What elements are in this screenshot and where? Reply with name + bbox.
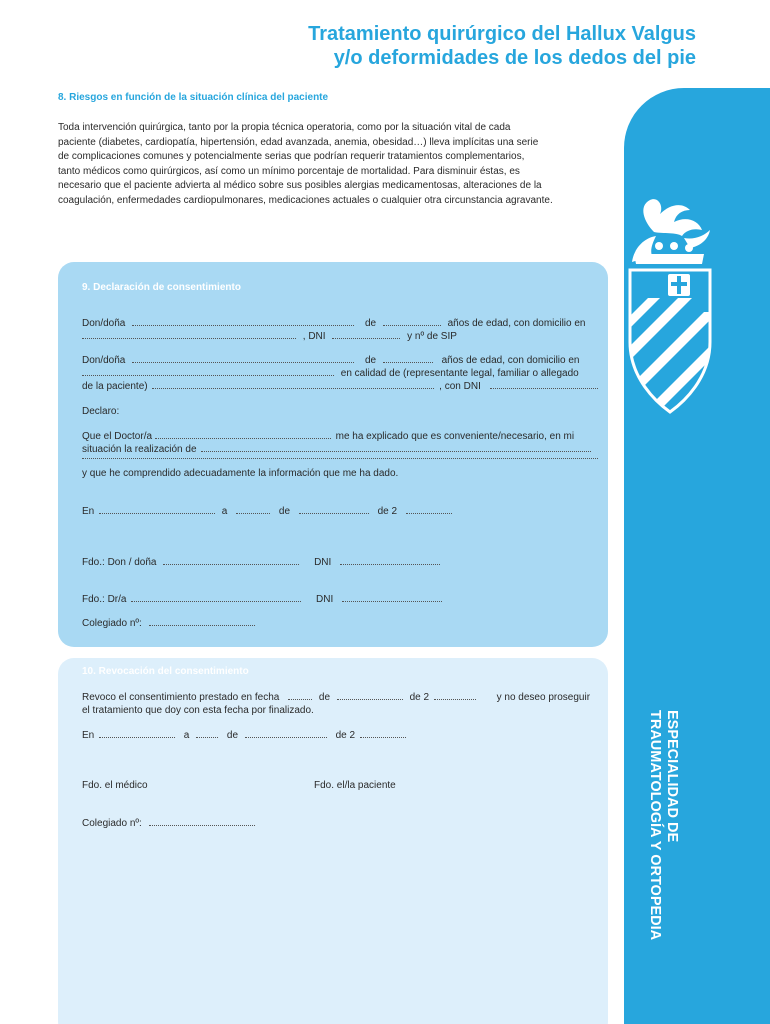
patient-line-2	[82, 331, 598, 343]
don-label-2: Don/doña	[82, 355, 126, 366]
revocation-year-field-2[interactable]	[360, 730, 406, 738]
representative-address-field[interactable]	[82, 368, 334, 376]
procedure-field[interactable]	[201, 444, 591, 452]
no-deseo-label: y no deseo proseguir	[496, 692, 591, 703]
paragraph-line: Toda intervención quirúrgica, tanto por la propia técnica operatoria, como por la situación vital de cada	[58, 122, 511, 133]
fdo-paciente-label: Fdo. el/la paciente	[314, 780, 396, 791]
revocation-line-1	[82, 692, 598, 704]
title-line-2: y/o deformidades de los dedos del pie	[333, 47, 696, 69]
comprendido-label: y que he comprendido adecuadamente la información que me ha dado.	[82, 468, 399, 479]
revocation-place-field[interactable]	[99, 730, 175, 738]
revocation-day-field[interactable]	[288, 692, 312, 700]
fdo-don-label: Fdo.: Don / doña	[82, 557, 157, 568]
name-field[interactable]	[132, 318, 354, 326]
colegiado-field[interactable]	[149, 618, 255, 626]
revocation-year-label-2: de 2	[335, 730, 356, 741]
dni-label: , DNI	[302, 331, 326, 342]
consent-declaration-box	[58, 262, 608, 647]
patient-signature-line	[82, 557, 598, 569]
doctor-signature-line	[82, 594, 598, 606]
patient-dni-field[interactable]	[340, 557, 440, 565]
section-9-heading: 9. Declaración de consentimiento	[82, 282, 241, 293]
revocation-de-label: de	[318, 692, 331, 703]
paragraph-line: de complicaciones comunes y potencialmente serias que podrían requerir tratamientos complementarios,	[58, 151, 525, 163]
revocation-colegiado-line	[82, 818, 598, 830]
paragraph-line: necesario que el paciente advierta al médico sobre sus posibles alergias medicamentosas, alteraciones de la	[58, 180, 542, 192]
specialty-line-2: TRAUMATOLOGÍA Y ORTOPEDIA	[647, 710, 663, 941]
revocation-month-field-2[interactable]	[245, 730, 327, 738]
situacion-label: situación la realización de	[82, 444, 197, 455]
calidad-label: en calidad de (representante legal, familiar o allegado	[340, 368, 579, 379]
doctor-dni-field[interactable]	[342, 594, 442, 602]
place-date-line	[82, 506, 598, 518]
doctor-label: Que el Doctor/a	[82, 431, 153, 442]
relationship-field[interactable]	[152, 381, 434, 389]
de-label-2: de	[364, 355, 377, 366]
specialty-line-1: ESPECIALIDAD DE	[664, 710, 680, 843]
dni-label-3: DNI	[316, 594, 334, 605]
procedure-field-continued[interactable]	[82, 458, 598, 459]
revocation-line-2: el tratamiento que doy con esta fecha por finalizado.	[82, 705, 314, 716]
section-8-heading: 8. Riesgos en función de la situación clínica del paciente	[58, 92, 329, 103]
paragraph-line: paciente (diabetes, cardiopatía, hipertensión, edad avanzada, anemia, obesidad…) lleva implícitas una serie	[58, 136, 539, 148]
revocation-en-label: En	[82, 730, 95, 741]
revocation-year-label: de 2	[409, 692, 430, 703]
revocation-signatures	[82, 780, 598, 792]
year-field[interactable]	[406, 506, 452, 514]
month-field[interactable]	[299, 506, 369, 514]
declaro-label: Declaro:	[82, 406, 120, 417]
revoco-label: Revoco el consentimiento prestado en fecha	[82, 692, 280, 703]
patient-signature-field[interactable]	[163, 557, 299, 565]
doctor-signature-field[interactable]	[131, 594, 301, 602]
representative-name-field[interactable]	[132, 355, 354, 363]
paragraph-line: coagulación, enfermedades cardiopulmonares, medicaciones actuales o cualquier otra circunstancia agravante.	[58, 194, 553, 206]
revocation-colegiado-field[interactable]	[149, 818, 255, 826]
doctor-line	[82, 431, 598, 443]
revocation-place-date-line	[82, 730, 598, 742]
representative-line-3	[82, 381, 598, 393]
doctor-name-field[interactable]	[155, 431, 331, 439]
vertical-text	[646, 710, 680, 940]
valencian-crest-icon	[624, 192, 770, 422]
de-label-3: de	[278, 506, 291, 517]
revocation-year-field[interactable]	[434, 692, 476, 700]
age-label: años de edad, con domicilio en	[447, 318, 586, 329]
revocation-month-field[interactable]	[337, 692, 403, 700]
colegiado-label: Colegiado nº:	[82, 618, 142, 629]
fdo-medico-label: Fdo. el médico	[82, 780, 148, 791]
title-line-1: Tratamiento quirúrgico del Hallux Valgus	[308, 23, 696, 45]
de-label: de	[364, 318, 377, 329]
address-field[interactable]	[82, 331, 296, 339]
procedure-line	[82, 444, 598, 456]
revocation-a-label: a	[183, 730, 190, 741]
con-dni-label: , con DNI	[439, 381, 481, 392]
colegiado-line	[82, 618, 598, 630]
representative-line-1	[82, 355, 598, 367]
en-label: En	[82, 506, 95, 517]
a-label: a	[221, 506, 228, 517]
dni-label-2: DNI	[314, 557, 332, 568]
patient-line-1	[82, 318, 598, 330]
explicado-label: me ha explicado que es conveniente/necesario, en mi	[335, 431, 575, 442]
don-label: Don/doña	[82, 318, 126, 329]
document-title	[308, 22, 696, 70]
age-field[interactable]	[383, 318, 441, 326]
section-10-heading: 10. Revocación del consentimiento	[82, 666, 249, 677]
representative-age-field[interactable]	[383, 355, 433, 363]
section-8-paragraph	[58, 121, 586, 209]
paciente-label: de la paciente)	[82, 381, 148, 392]
representative-dni-field[interactable]	[490, 381, 598, 389]
revocation-day-field-2[interactable]	[196, 730, 218, 738]
dni-field[interactable]	[332, 331, 400, 339]
representative-line-2	[82, 368, 598, 380]
paragraph-line: tanto médicos como quirúrgicos, así como un mínimo porcentaje de mortalidad. Para disminuir éstas, es	[58, 165, 520, 177]
revocation-de-label-2: de	[226, 730, 239, 741]
place-field[interactable]	[99, 506, 215, 514]
year-label: de 2	[377, 506, 398, 517]
revocation-colegiado-label: Colegiado nº:	[82, 818, 142, 829]
day-field[interactable]	[236, 506, 270, 514]
specialty-vertical-label	[628, 710, 688, 960]
fdo-dr-label: Fdo.: Dr/a	[82, 594, 127, 605]
age-label-2: años de edad, con domicilio en	[441, 355, 580, 366]
sip-label: y nº de SIP	[407, 331, 457, 342]
consent-revocation-box	[58, 658, 608, 1024]
